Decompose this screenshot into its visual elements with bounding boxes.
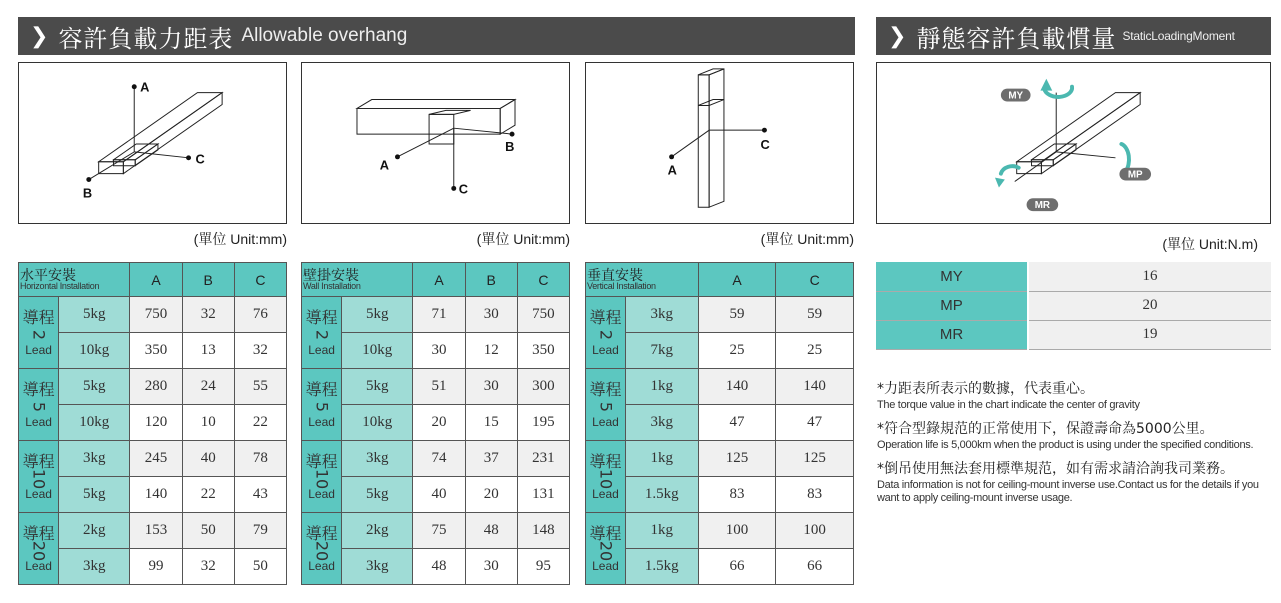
wall-installation-table [301, 262, 570, 585]
note-zh: *力距表所表示的數據，代表重心。 [877, 381, 1094, 397]
lead-label [302, 369, 342, 441]
value-cell: 71 [413, 297, 465, 333]
column-header: C [234, 263, 286, 297]
lead-zh: 導程 [22, 524, 55, 543]
moment-key: MR [876, 320, 1028, 349]
lead-number: 2 [29, 329, 49, 341]
table-row [302, 549, 570, 585]
lead-en: Lead [25, 487, 52, 501]
static-moment-figure [876, 62, 1271, 224]
static-moment-table [876, 262, 1271, 350]
value-cell: 25 [776, 333, 854, 369]
lead-label [302, 441, 342, 513]
value-cell: 74 [413, 441, 465, 477]
load-cell: 1kg [625, 513, 698, 549]
table-header-row [586, 263, 854, 297]
lead-label [19, 441, 59, 513]
lead-label [19, 369, 59, 441]
value-cell: 30 [465, 369, 517, 405]
lead-number: 5 [596, 401, 616, 413]
header-en: Vertical Installation [587, 281, 656, 291]
lead-number: 20 [29, 540, 49, 562]
vertical-installation-figure [585, 62, 854, 224]
value-cell: 30 [465, 297, 517, 333]
table-row [586, 405, 854, 441]
value-cell: 47 [698, 405, 776, 441]
lead-zh: 導程 [305, 524, 338, 543]
lead-number: 20 [312, 540, 332, 562]
note-en: Data information is not for ceiling-mount inverse use.Contact us for the details if you want to apply ceiling-mount inverse usage. [877, 479, 1259, 504]
lead-label [586, 369, 626, 441]
lead-zh: 導程 [305, 380, 338, 399]
lead-en: Lead [308, 487, 335, 501]
table-row [19, 297, 287, 333]
lead-number: 2 [596, 329, 616, 341]
value-cell: 83 [776, 477, 854, 513]
static-moment-banner [876, 17, 1271, 55]
header-zh: 水平安裝 [20, 267, 76, 283]
column-header: C [517, 263, 569, 297]
load-cell: 5kg [342, 369, 413, 405]
column-header: A [130, 263, 182, 297]
note-en: The torque value in the chart indicate the center of gravity [877, 399, 1140, 411]
table-row [586, 513, 854, 549]
note-item [877, 460, 1275, 505]
value-cell: 750 [130, 297, 182, 333]
value-cell: 300 [517, 369, 569, 405]
banner-title-en: StaticLoadingMoment [1122, 29, 1235, 43]
lead-en: Lead [25, 415, 52, 429]
table-row [19, 405, 287, 441]
value-cell: 76 [234, 297, 286, 333]
value-cell: 79 [234, 513, 286, 549]
vertical-installation-table [585, 262, 854, 585]
value-cell: 48 [465, 513, 517, 549]
lead-number: 10 [312, 468, 332, 490]
value-cell: 20 [413, 405, 465, 441]
value-cell: 47 [776, 405, 854, 441]
lead-en: Lead [308, 415, 335, 429]
lead-number: 10 [29, 468, 49, 490]
lead-label [586, 441, 626, 513]
moment-value: 20 [1028, 291, 1271, 320]
load-cell: 3kg [625, 297, 698, 333]
label-a: A [667, 162, 677, 178]
lead-en: Lead [308, 343, 335, 357]
value-cell: 59 [776, 297, 854, 333]
value-cell: 10 [182, 405, 234, 441]
value-cell: 350 [130, 333, 182, 369]
chevron-right-icon: ❯ [30, 23, 49, 49]
value-cell: 48 [413, 549, 465, 585]
lead-label [19, 297, 59, 369]
load-cell: 5kg [342, 297, 413, 333]
value-cell: 59 [698, 297, 776, 333]
value-cell: 75 [413, 513, 465, 549]
table-row [586, 441, 854, 477]
table-row [586, 477, 854, 513]
load-cell: 1kg [625, 369, 698, 405]
load-cell: 5kg [59, 477, 130, 513]
lead-zh: 導程 [589, 524, 622, 543]
table-row [302, 333, 570, 369]
value-cell: 350 [517, 333, 569, 369]
moment-value: 19 [1028, 320, 1271, 349]
load-cell: 3kg [59, 441, 130, 477]
load-cell: 10kg [342, 333, 413, 369]
moment-diagram [877, 63, 1270, 223]
column-header: B [182, 263, 234, 297]
value-cell: 30 [413, 333, 465, 369]
lead-label [302, 297, 342, 369]
lead-zh: 導程 [589, 452, 622, 471]
load-cell: 10kg [59, 333, 130, 369]
header-zh: 壁掛安裝 [303, 267, 359, 283]
banner-title-zh: 靜態容許負載慣量 [916, 24, 1117, 53]
value-cell: 100 [776, 513, 854, 549]
value-cell: 140 [130, 477, 182, 513]
table-row [19, 477, 287, 513]
label-mr: MR [1034, 200, 1051, 212]
lead-en: Lead [592, 343, 619, 357]
load-cell: 2kg [342, 513, 413, 549]
table-row [302, 477, 570, 513]
value-cell: 55 [234, 369, 286, 405]
value-cell: 37 [465, 441, 517, 477]
table-row [876, 262, 1271, 291]
lead-number: 20 [596, 540, 616, 562]
label-b: B [82, 185, 93, 201]
column-header: B [465, 263, 517, 297]
table-header-row [19, 263, 287, 297]
note-zh: *倒吊使用無法套用標準規范，如有需求請洽詢我司業務。 [877, 461, 1234, 477]
value-cell: 153 [130, 513, 182, 549]
value-cell: 22 [182, 477, 234, 513]
lead-en: Lead [592, 487, 619, 501]
value-cell: 280 [130, 369, 182, 405]
value-cell: 66 [776, 549, 854, 585]
value-cell: 140 [698, 369, 776, 405]
value-cell: 120 [130, 405, 182, 441]
banner-title-zh: 容許負載力距表 [58, 24, 234, 53]
load-cell: 2kg [59, 513, 130, 549]
value-cell: 43 [234, 477, 286, 513]
lead-label [586, 513, 626, 585]
lead-en: Lead [592, 415, 619, 429]
lead-zh: 導程 [22, 452, 55, 471]
lead-label [19, 513, 59, 585]
table-row [586, 369, 854, 405]
value-cell: 140 [776, 369, 854, 405]
value-cell: 13 [182, 333, 234, 369]
value-cell: 32 [182, 549, 234, 585]
table-row [19, 513, 287, 549]
value-cell: 20 [465, 477, 517, 513]
label-c: C [760, 136, 770, 152]
unit-label-wall: (單位 Unit:mm) [476, 231, 570, 247]
notes-section [877, 380, 1275, 513]
lead-number: 5 [29, 401, 49, 413]
table-row [586, 549, 854, 585]
lead-en: Lead [25, 343, 52, 357]
table-row [302, 369, 570, 405]
installation-header [586, 263, 699, 297]
horizontal-installation-table [18, 262, 287, 585]
vertical-diagram [586, 63, 853, 223]
value-cell: 30 [465, 549, 517, 585]
load-cell: 5kg [342, 477, 413, 513]
lead-label [586, 297, 626, 369]
value-cell: 125 [776, 441, 854, 477]
note-en: Operation life is 5,000km when the product is using under the specified conditions. [877, 439, 1254, 451]
value-cell: 40 [413, 477, 465, 513]
label-b: B [505, 138, 515, 154]
table-row [586, 297, 854, 333]
label-mp: MP [1127, 169, 1143, 181]
lead-en: Lead [592, 559, 619, 573]
lead-number: 5 [312, 401, 332, 413]
value-cell: 131 [517, 477, 569, 513]
moment-value: 16 [1028, 262, 1271, 291]
lead-number: 10 [596, 468, 616, 490]
load-cell: 3kg [625, 405, 698, 441]
note-item [877, 380, 1275, 412]
unit-label-vertical: (單位 Unit:mm) [760, 231, 854, 247]
load-cell: 5kg [59, 297, 130, 333]
value-cell: 66 [698, 549, 776, 585]
lead-zh: 導程 [22, 308, 55, 327]
table-row [876, 291, 1271, 320]
label-my: MY [1008, 90, 1024, 102]
value-cell: 24 [182, 369, 234, 405]
value-cell: 32 [182, 297, 234, 333]
banner-title-en: Allowable overhang [241, 25, 408, 46]
table-row [19, 441, 287, 477]
table-row [19, 333, 287, 369]
table-row [19, 369, 287, 405]
load-cell: 3kg [342, 441, 413, 477]
value-cell: 32 [234, 333, 286, 369]
value-cell: 12 [465, 333, 517, 369]
value-cell: 100 [698, 513, 776, 549]
load-cell: 1.5kg [625, 477, 698, 513]
table-row [302, 513, 570, 549]
horizontal-diagram [19, 63, 286, 223]
lead-zh: 導程 [22, 380, 55, 399]
value-cell: 231 [517, 441, 569, 477]
table-row [302, 441, 570, 477]
lead-zh: 導程 [589, 308, 622, 327]
label-c: C [195, 151, 205, 167]
value-cell: 25 [698, 333, 776, 369]
label-a: A [140, 79, 150, 95]
lead-zh: 導程 [305, 308, 338, 327]
moment-key: MY [876, 262, 1028, 291]
wall-installation-figure [301, 62, 570, 224]
unit-label-moment: (單位 Unit:N.m) [1162, 236, 1258, 252]
value-cell: 99 [130, 549, 182, 585]
value-cell: 22 [234, 405, 286, 441]
table-row [302, 297, 570, 333]
value-cell: 50 [182, 513, 234, 549]
value-cell: 78 [234, 441, 286, 477]
value-cell: 83 [698, 477, 776, 513]
moment-key: MP [876, 291, 1028, 320]
column-header: A [413, 263, 465, 297]
table-header-row [302, 263, 570, 297]
value-cell: 95 [517, 549, 569, 585]
load-cell: 7kg [625, 333, 698, 369]
value-cell: 125 [698, 441, 776, 477]
load-cell: 1kg [625, 441, 698, 477]
lead-zh: 導程 [589, 380, 622, 399]
table-row [586, 333, 854, 369]
load-cell: 1.5kg [625, 549, 698, 585]
table-row [19, 549, 287, 585]
note-item [877, 420, 1275, 452]
horizontal-installation-figure [18, 62, 287, 224]
table-row [302, 405, 570, 441]
lead-label [302, 513, 342, 585]
header-zh: 垂直安裝 [587, 267, 643, 283]
lead-en: Lead [25, 559, 52, 573]
label-a: A [379, 157, 389, 173]
note-zh: *符合型錄規范的正常使用下，保證壽命為5000公里。 [877, 421, 1214, 437]
value-cell: 245 [130, 441, 182, 477]
column-header: A [698, 263, 776, 297]
header-en: Horizontal Installation [20, 281, 100, 291]
load-cell: 5kg [59, 369, 130, 405]
load-cell: 3kg [59, 549, 130, 585]
header-en: Wall Installation [303, 281, 361, 291]
value-cell: 148 [517, 513, 569, 549]
value-cell: 40 [182, 441, 234, 477]
chevron-right-icon: ❯ [888, 23, 907, 49]
lead-en: Lead [308, 559, 335, 573]
column-header: C [776, 263, 854, 297]
load-cell: 10kg [59, 405, 130, 441]
unit-label-horizontal: (單位 Unit:mm) [193, 231, 287, 247]
installation-header [302, 263, 413, 297]
label-c: C [458, 181, 468, 197]
value-cell: 15 [465, 405, 517, 441]
value-cell: 51 [413, 369, 465, 405]
table-row [876, 320, 1271, 349]
wall-diagram [302, 63, 569, 223]
value-cell: 50 [234, 549, 286, 585]
installation-header [19, 263, 130, 297]
allowable-overhang-banner [18, 17, 855, 55]
value-cell: 750 [517, 297, 569, 333]
lead-zh: 導程 [305, 452, 338, 471]
lead-number: 2 [312, 329, 332, 341]
load-cell: 3kg [342, 549, 413, 585]
value-cell: 195 [517, 405, 569, 441]
load-cell: 10kg [342, 405, 413, 441]
